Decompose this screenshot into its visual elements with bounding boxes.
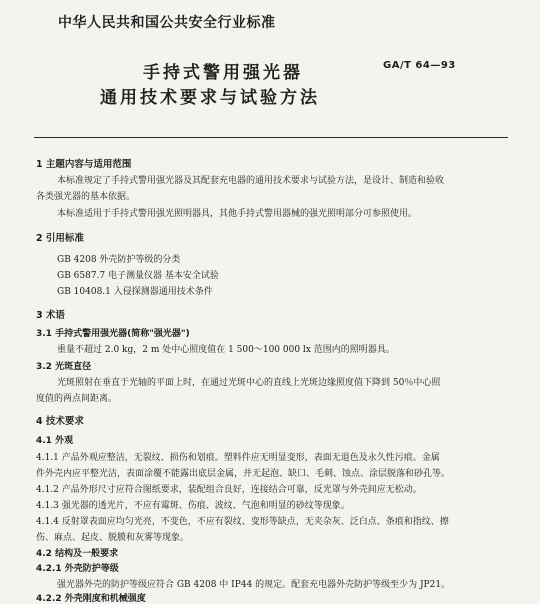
section-3-heading: 3 术语 bbox=[36, 310, 65, 321]
section-3-1-heading: 3.1 手持式警用强光器(简称"强光器") bbox=[36, 329, 190, 339]
clause-4-2-1-heading: 4.2.1 外壳防护等级 bbox=[36, 564, 119, 574]
section-3-1-text: 重量不超过 2.0 kg，2 m 处中心照度值在 1 500～100 000 lx 范围内的照明器具。 bbox=[57, 345, 395, 355]
section-4-1-heading: 4.1 外观 bbox=[36, 436, 74, 446]
document-title-line-2: 通用技术要求与试验方法 bbox=[100, 88, 320, 108]
section-3-2-text-line-1: 光斑照射在垂直于光轴的平面上时，在通过光斑中心的直线上光斑边缘照度值下降到 50％中心照 bbox=[57, 378, 441, 388]
section-4-2-heading: 4.2 结构及一般要求 bbox=[36, 549, 119, 559]
clause-4-1-3: 4.1.3 强光器的透光片，不应有霉斑、伤痕、波纹、气泡和明显的砂纹等现象。 bbox=[36, 501, 350, 511]
clause-4-1-1-line-1: 4.1.1 产品外观应整洁，无裂纹、损伤和划痕。塑料件应无明显变形，表面无退色及永久性污痕。金属 bbox=[36, 453, 440, 463]
section-1-paragraph-1-line-1: 本标准规定了手持式警用强光器及其配套充电器的通用技术要求与试验方法，是设计、制造和验收 bbox=[57, 176, 445, 186]
section-4-heading: 4 技术要求 bbox=[36, 416, 84, 427]
reference-gb-4208: GB 4208 外壳防护等级的分类 bbox=[57, 255, 181, 265]
section-2-heading: 2 引用标准 bbox=[36, 233, 84, 244]
clause-4-1-4-line-2: 伤、麻点、起皮、脱膜和灰雾等现象。 bbox=[36, 533, 190, 543]
reference-gb-6587-7: GB 6587.7 电子测量仪器 基本安全试验 bbox=[57, 271, 219, 281]
clause-4-1-2: 4.1.2 产品外形尺寸应符合图纸要求，装配组合良好，连接结合可靠，反光罩与外壳间应无松动。 bbox=[36, 485, 422, 495]
clause-4-2-2-heading: 4.2.2 外壳刚度和机械强度 bbox=[36, 594, 146, 604]
document-title-line-1: 手持式警用强光器 bbox=[143, 63, 303, 83]
section-3-2-text-line-2: 度值的两点间距离。 bbox=[36, 394, 118, 404]
section-1-paragraph-1-line-2: 各类强光器的基本依据。 bbox=[36, 192, 136, 202]
clause-4-2-1-text: 强光器外壳的防护等级应符合 GB 4208 中 IP44 的规定。配套充电器外壳防护等级至少为 JP21。 bbox=[57, 580, 451, 590]
standard-category-header: 中华人民共和国公共安全行业标准 bbox=[58, 15, 276, 31]
clause-4-1-4-line-1: 4.1.4 反射罩表面应均匀光亮，不变色，不应有裂纹、变形等缺点，无夹杂灰、泛白点、条痕和指纹、擦 bbox=[36, 517, 449, 527]
standard-number: GA/T 64—93 bbox=[383, 60, 456, 71]
header-divider bbox=[34, 137, 508, 138]
section-1-heading: 1 主题内容与适用范围 bbox=[36, 159, 132, 170]
section-3-2-heading: 3.2 光斑直径 bbox=[36, 362, 92, 372]
clause-4-1-1-line-2: 件外壳内应平整光洁，表面涂覆不能露出底层金属，并无起泡、缺口、毛刺、蚀点、涂层脱落和砂孔等。 bbox=[36, 469, 451, 479]
reference-gb-10408-1: GB 10408.1 入侵探测器通用技术条件 bbox=[57, 287, 213, 297]
section-1-paragraph-2: 本标准适用于手持式警用强光照明器具，其他手持式警用器械的强光照明部分可参照使用。 bbox=[57, 209, 418, 219]
